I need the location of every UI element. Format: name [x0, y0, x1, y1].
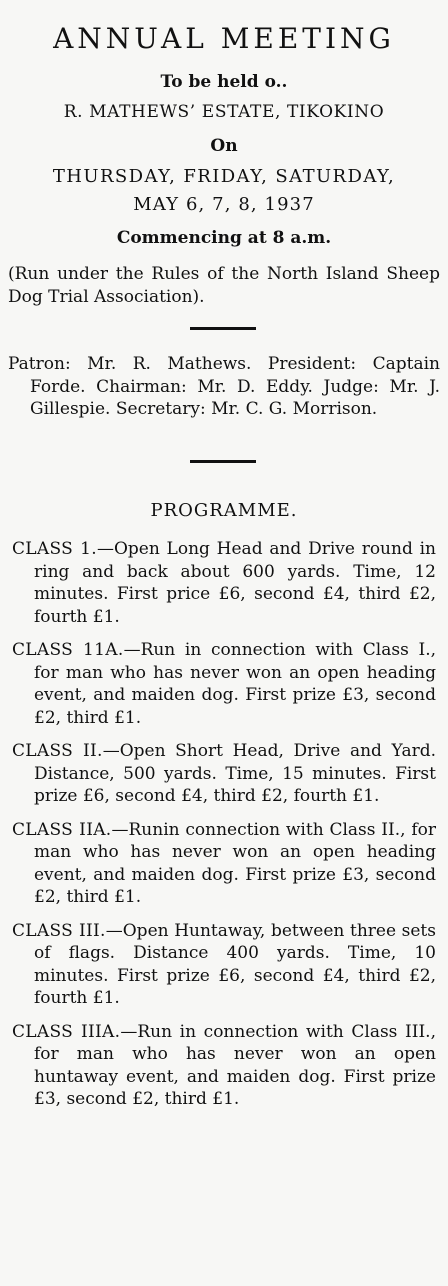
programme-heading: PROGRAMME. [150, 500, 298, 521]
rules-text: (Run under the Rules of the North Island Sheep Dog Trial Association). [8, 264, 440, 307]
officials-paragraph [8, 353, 440, 421]
class-head: CLASS IIA. [12, 819, 112, 840]
class-body: —Open Short Head, Drive and Yard. Distance, 500 yards. Time, 15 minutes. First prize £6, second £4, third £2, fourth £1. [34, 741, 436, 806]
dates-line: MAY 6, 7, 8, 1937 [133, 194, 315, 215]
notice-title: ANNUAL MEETING [53, 22, 395, 55]
class-head: CLASS IIIA. [12, 1021, 121, 1042]
class-list [12, 538, 436, 1122]
on-line: On [210, 136, 238, 156]
class-entry [12, 1021, 436, 1111]
class-head: CLASS II. [12, 741, 103, 761]
class-body: —Open Huntaway, between three sets of flags. Distance 400 yards. Time, 10 minutes. First prize £6, second £4, third £2, fourth £1. [34, 920, 436, 1008]
class-head: CLASS 11A. [12, 640, 124, 660]
class-head: CLASS 1. [12, 539, 97, 559]
class-entry [12, 639, 436, 729]
class-entry [12, 740, 436, 808]
class-entry [12, 538, 436, 628]
class-body: —Run in connection with Class III., for man who has never won an open huntaway event, and maiden dog. First prize £3, second £2, third £1. [34, 1021, 436, 1109]
divider-rule [190, 460, 256, 463]
held-line: To be held o.. [160, 72, 288, 92]
officials-text: Patron: Mr. R. Mathews. President: Captain Forde. Chairman: Mr. D. Eddy. Judge: Mr. J. Gillespie. Secretary: Mr. C. G. Morrison. [8, 354, 440, 419]
divider-rule [190, 327, 256, 330]
class-head: CLASS III. [12, 920, 106, 941]
class-entry [12, 819, 436, 909]
estate-line: R. MATHEWS’ ESTATE, TIKOKINO [63, 102, 385, 122]
class-body: —Run in connection with Class I., for man who has never won an open heading event, and maiden dog. First prize £3, second £2, third £1. [34, 640, 436, 728]
class-body: —Runin connection with Class II., for man who has never won an open heading event, and maiden dog. First prize £3, second £2, third £1. [34, 819, 436, 907]
rules-paragraph [8, 263, 440, 308]
days-line: THURSDAY, FRIDAY, SATURDAY, [52, 166, 396, 187]
class-body: —Open Long Head and Drive round in ring and back about 600 yards. Time, 12 minutes. First price £6, second £4, third £2, fourth £1. [34, 539, 436, 627]
class-entry [12, 920, 436, 1010]
start-time-line: Commencing at 8 a.m. [116, 228, 332, 248]
